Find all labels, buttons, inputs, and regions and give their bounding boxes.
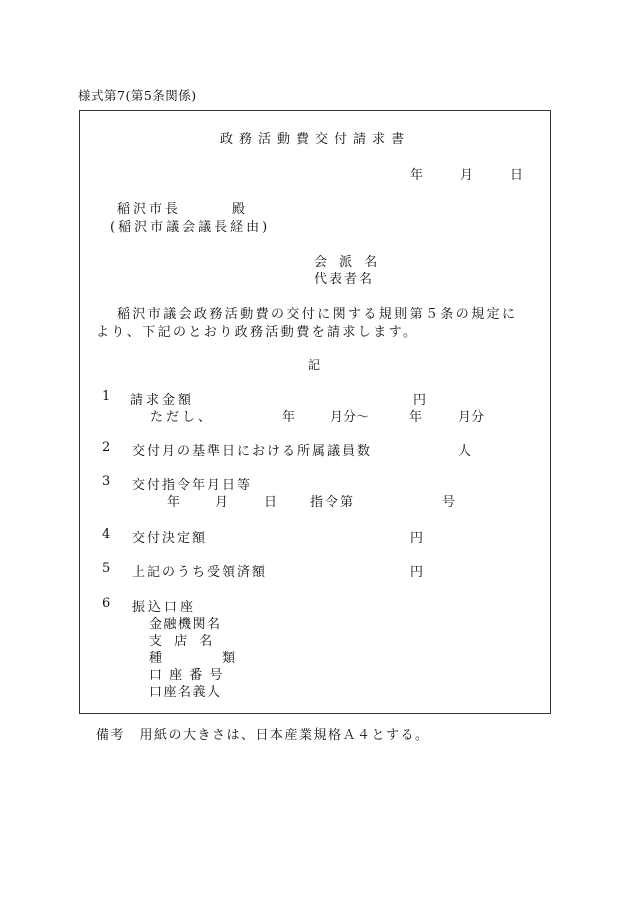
body-text-line-1: 稲沢市議会政務活動費の交付に関する規則第５条の規定に [117, 307, 518, 322]
item-1-label: 請求金額 [130, 393, 195, 408]
item-5-yen: 円 [410, 565, 424, 580]
representative-label: 代表者名 [314, 272, 375, 287]
item-3-day: 日 [264, 495, 278, 510]
item-4-label: 交付決定額 [132, 531, 208, 546]
item-5-label: 上記のうち受領済額 [132, 565, 268, 580]
item-3-go: 号 [442, 495, 456, 510]
item-2-label: 交付月の基準日における所属議員数 [132, 444, 373, 459]
date-day-label: 日 [510, 168, 524, 183]
item-3-year: 年 [167, 495, 181, 510]
item-4-number: 4 [102, 527, 111, 542]
item-2-unit: 人 [458, 444, 472, 459]
date-month-label: 月 [460, 168, 474, 183]
item-3-order-label: 指令第 [310, 495, 356, 510]
item-6-label: 振込口座 [132, 600, 197, 615]
item-1-sub-month-1: 月分～ [330, 410, 370, 425]
item-3-number: 3 [102, 474, 111, 489]
item-5-number: 5 [102, 561, 111, 576]
date-year-label: 年 [410, 168, 424, 183]
item-1-sub-year-1: 年 [282, 410, 296, 425]
item-1-yen: 円 [413, 393, 427, 408]
item-6-bank-label: 金融機関名 [149, 617, 222, 632]
addressee-via: (稲沢市議会議長経由) [110, 220, 271, 235]
addressee-honorific: 殿 [232, 202, 246, 217]
item-6-account-holder-label: 口座名義人 [149, 685, 222, 700]
item-2-number: 2 [102, 440, 111, 455]
item-4-yen: 円 [410, 531, 424, 546]
faction-name-label: 会 派 名 [314, 255, 382, 270]
item-3-label: 交付指令年月日等 [132, 478, 253, 493]
item-1-sub-prefix: ただし、 [150, 410, 215, 425]
item-1-sub-month-2: 月分 [458, 410, 485, 425]
addressee-name: 稲沢市長 [117, 202, 182, 217]
ki-heading: 記 [308, 358, 321, 372]
body-text-line-2: より、下記のとおり政務活動費を請求します。 [96, 325, 419, 340]
item-6-number: 6 [102, 596, 111, 611]
item-1-sub-year-2: 年 [409, 410, 423, 425]
item-6-type-label: 種 類 [149, 651, 264, 666]
item-1-number: 1 [102, 389, 111, 404]
item-3-month: 月 [215, 495, 229, 510]
item-6-branch-label: 支 店 名 [149, 634, 217, 649]
remarks-note: 備考 用紙の大きさは、日本産業規格Ａ４とする。 [96, 728, 430, 743]
form-number-label: 様式第7(第5条関係) [78, 88, 197, 103]
item-6-account-number-label: 口 座 番 号 [149, 668, 224, 683]
document-title: 政務活動費交付請求書 [219, 132, 410, 147]
